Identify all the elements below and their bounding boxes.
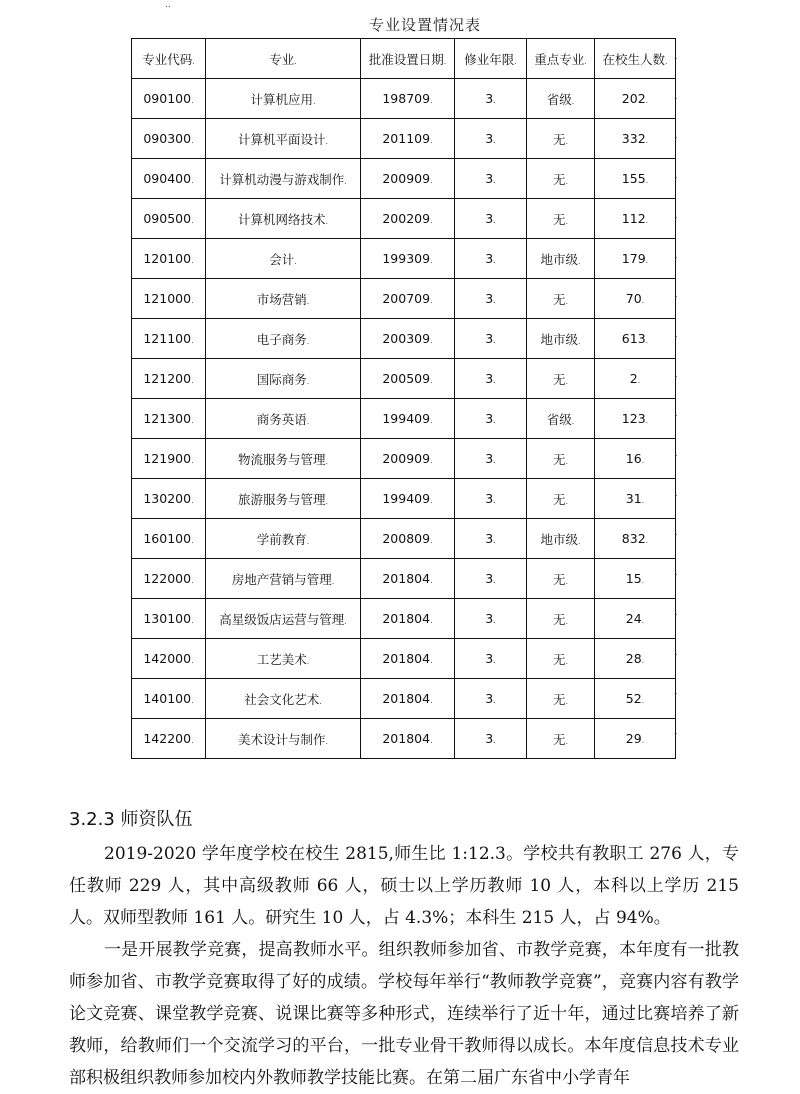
approval-date-cell: 200809. <box>361 519 455 559</box>
key-major-cell: 无. <box>527 119 595 159</box>
study-years-cell: 3. <box>455 679 527 719</box>
table-row <box>132 199 676 239</box>
enrollment-cell: 155. <box>595 159 676 199</box>
approval-date-cell: 201804. <box>361 559 455 599</box>
row-end-mark: . <box>675 329 678 339</box>
major-code-cell: 142200. <box>132 719 206 759</box>
study-years-cell: 3. <box>455 719 527 759</box>
study-years-cell: 3. <box>455 359 527 399</box>
approval-date-cell: 201804. <box>361 719 455 759</box>
column-header: 重点专业. <box>527 39 595 79</box>
column-header: 在校生人数. <box>595 39 676 79</box>
enrollment-cell: 31. <box>595 479 676 519</box>
table-row <box>132 319 676 359</box>
table-row <box>132 639 676 679</box>
study-years-cell: 3. <box>455 639 527 679</box>
major-code-cell: 090400. <box>132 159 206 199</box>
row-end-mark: . <box>675 210 678 220</box>
enrollment-cell: 202. <box>595 79 676 119</box>
table-row <box>132 679 676 719</box>
major-name-cell: 学前教育. <box>206 519 361 559</box>
column-header: 专业代码. <box>132 39 206 79</box>
major-name-cell: 房地产营销与管理. <box>206 559 361 599</box>
enrollment-cell: 29. <box>595 719 676 759</box>
major-code-cell: 120100. <box>132 239 206 279</box>
major-name-cell: 计算机应用. <box>206 79 361 119</box>
major-code-cell: 121000. <box>132 279 206 319</box>
approval-date-cell: 200909. <box>361 159 455 199</box>
major-name-cell: 美术设计与制作. <box>206 719 361 759</box>
key-major-cell: 无. <box>527 679 595 719</box>
approval-date-cell: 200509. <box>361 359 455 399</box>
approval-date-cell: 200909. <box>361 439 455 479</box>
key-major-cell: 无. <box>527 639 595 679</box>
approval-date-cell: 199309. <box>361 239 455 279</box>
approval-date-cell: 201804. <box>361 679 455 719</box>
study-years-cell: 3. <box>455 319 527 359</box>
approval-date-cell: 201804. <box>361 599 455 639</box>
key-major-cell: 无. <box>527 199 595 239</box>
approval-date-cell: 198709. <box>361 79 455 119</box>
major-code-cell: 121300. <box>132 399 206 439</box>
major-name-cell: 电子商务. <box>206 319 361 359</box>
major-code-cell: 122000. <box>132 559 206 599</box>
study-years-cell: 3. <box>455 79 527 119</box>
study-years-cell: 3. <box>455 239 527 279</box>
enrollment-cell: 832. <box>595 519 676 559</box>
row-end-mark: . <box>675 607 678 617</box>
major-code-cell: 130100. <box>132 599 206 639</box>
row-end-mark: . <box>675 290 678 300</box>
enrollment-cell: 332. <box>595 119 676 159</box>
study-years-cell: 3. <box>455 599 527 639</box>
enrollment-cell: 112. <box>595 199 676 239</box>
row-end-mark: . <box>675 488 678 498</box>
row-end-mark: . <box>675 369 678 379</box>
major-code-cell: 121200. <box>132 359 206 399</box>
section-heading: 3.2.3 师资队伍 <box>69 809 193 830</box>
paragraph-teaching-competition: 一是开展教学竞赛，提高教师水平。组织教师参加省、市教学竞赛，本年度有一批教师参加省、市教学竞赛取得了好的成绩。学校每年举行“教师教学竞赛”，竞赛内容有教学论文竞赛、课堂教学竞赛、说课比赛等多种形式，连续举行了近十年，通过比赛培养了新教师，给教师们一个交流学习的平台，一批专业骨干教师得以成长。本年度信息技术专业部积极组织教师参加校内外教师教学技能比赛。在第二届广东省中小学青年 <box>69 940 739 1088</box>
enrollment-cell: 24. <box>595 599 676 639</box>
key-major-cell: 无. <box>527 599 595 639</box>
study-years-cell: 3. <box>455 439 527 479</box>
major-code-cell: 121100. <box>132 319 206 359</box>
row-end-mark: . <box>675 528 678 538</box>
study-years-cell: 3. <box>455 279 527 319</box>
enrollment-cell: 52. <box>595 679 676 719</box>
key-major-cell: 无. <box>527 159 595 199</box>
table-row <box>132 479 676 519</box>
key-major-cell: 地市级. <box>527 239 595 279</box>
major-name-cell: 计算机平面设计. <box>206 119 361 159</box>
key-major-cell: 省级. <box>527 399 595 439</box>
key-major-cell: 无. <box>527 279 595 319</box>
major-code-cell: 090100. <box>132 79 206 119</box>
study-years-cell: 3. <box>455 399 527 439</box>
column-header: 专业. <box>206 39 361 79</box>
major-name-cell: 市场营销. <box>206 279 361 319</box>
major-name-cell: 商务英语. <box>206 399 361 439</box>
major-name-cell: 工艺美术. <box>206 639 361 679</box>
major-code-cell: 090500. <box>132 199 206 239</box>
study-years-cell: 3. <box>455 519 527 559</box>
enrollment-cell: 16. <box>595 439 676 479</box>
table-row <box>132 119 676 159</box>
study-years-cell: 3. <box>455 199 527 239</box>
column-header: 修业年限. <box>455 39 527 79</box>
major-name-cell: 会计. <box>206 239 361 279</box>
key-major-cell: 地市级. <box>527 519 595 559</box>
approval-date-cell: 200309. <box>361 319 455 359</box>
row-end-mark: . <box>675 726 678 736</box>
table-row <box>132 79 676 119</box>
major-name-cell: 旅游服务与管理. <box>206 479 361 519</box>
key-major-cell: 无. <box>527 719 595 759</box>
key-major-cell: 地市级. <box>527 319 595 359</box>
row-end-mark: . <box>675 568 678 578</box>
row-end-mark: . <box>675 409 678 419</box>
enrollment-cell: 613. <box>595 319 676 359</box>
table-row <box>132 519 676 559</box>
major-code-cell: 140100. <box>132 679 206 719</box>
table-row <box>132 239 676 279</box>
key-major-cell: 无. <box>527 359 595 399</box>
page-corner-mark: .. <box>165 0 171 10</box>
major-code-cell: 130200. <box>132 479 206 519</box>
table-row <box>132 719 676 759</box>
table-row <box>132 279 676 319</box>
row-end-mark: . <box>675 171 678 181</box>
row-end-mark: . <box>675 91 678 101</box>
table-row <box>132 359 676 399</box>
table-title: 专业设置情况表 <box>368 16 481 34</box>
study-years-cell: 3. <box>455 479 527 519</box>
majors-table <box>131 38 676 759</box>
approval-date-cell: 201109. <box>361 119 455 159</box>
row-end-mark: . <box>675 250 678 260</box>
major-name-cell: 计算机网络技术. <box>206 199 361 239</box>
paragraph-staff-stats: 2019-2020 学年度学校在校生 2815,师生比 1:12.3。学校共有教职工 276 人，专任教师 229 人，其中高级教师 66 人，硕士以上学历教师 10 人，本科以上学历 215 人。双师型教师 161 人。研究生 10 人，占 4.3%；本科生 215 人，占 94%。 <box>69 844 739 928</box>
key-major-cell: 无. <box>527 439 595 479</box>
table-body <box>132 79 676 759</box>
row-end-mark: . <box>675 449 678 458</box>
row-end-mark: . <box>675 647 678 657</box>
major-name-cell: 高星级饭店运营与管理. <box>206 599 361 639</box>
row-end-mark: . <box>675 131 678 141</box>
enrollment-cell: 70. <box>595 279 676 319</box>
key-major-cell: 无. <box>527 479 595 519</box>
major-code-cell: 160100. <box>132 519 206 559</box>
enrollment-cell: 28. <box>595 639 676 679</box>
table-row <box>132 559 676 599</box>
enrollment-cell: 179. <box>595 239 676 279</box>
table-row <box>132 399 676 439</box>
enrollment-cell: 123. <box>595 399 676 439</box>
major-code-cell: 142000. <box>132 639 206 679</box>
approval-date-cell: 201804. <box>361 639 455 679</box>
approval-date-cell: 199409. <box>361 399 455 439</box>
major-code-cell: 121900. <box>132 439 206 479</box>
key-major-cell: 无. <box>527 559 595 599</box>
study-years-cell: 3. <box>455 159 527 199</box>
table-row <box>132 599 676 639</box>
study-years-cell: 3. <box>455 559 527 599</box>
approval-date-cell: 199409. <box>361 479 455 519</box>
row-end-mark: . <box>675 52 678 61</box>
major-name-cell: 社会文化艺术. <box>206 679 361 719</box>
major-code-cell: 090300. <box>132 119 206 159</box>
enrollment-cell: 15. <box>595 559 676 599</box>
table-row <box>132 439 676 479</box>
row-end-mark: . <box>675 687 678 697</box>
approval-date-cell: 200209. <box>361 199 455 239</box>
major-name-cell: 国际商务. <box>206 359 361 399</box>
approval-date-cell: 200709. <box>361 279 455 319</box>
enrollment-cell: 2. <box>595 359 676 399</box>
key-major-cell: 省级. <box>527 79 595 119</box>
body-text <box>69 838 739 1094</box>
table-row <box>132 159 676 199</box>
study-years-cell: 3. <box>455 119 527 159</box>
major-name-cell: 计算机动漫与游戏制作. <box>206 159 361 199</box>
column-header: 批准设置日期. <box>361 39 455 79</box>
major-name-cell: 物流服务与管理. <box>206 439 361 479</box>
table-header-row <box>132 39 676 79</box>
